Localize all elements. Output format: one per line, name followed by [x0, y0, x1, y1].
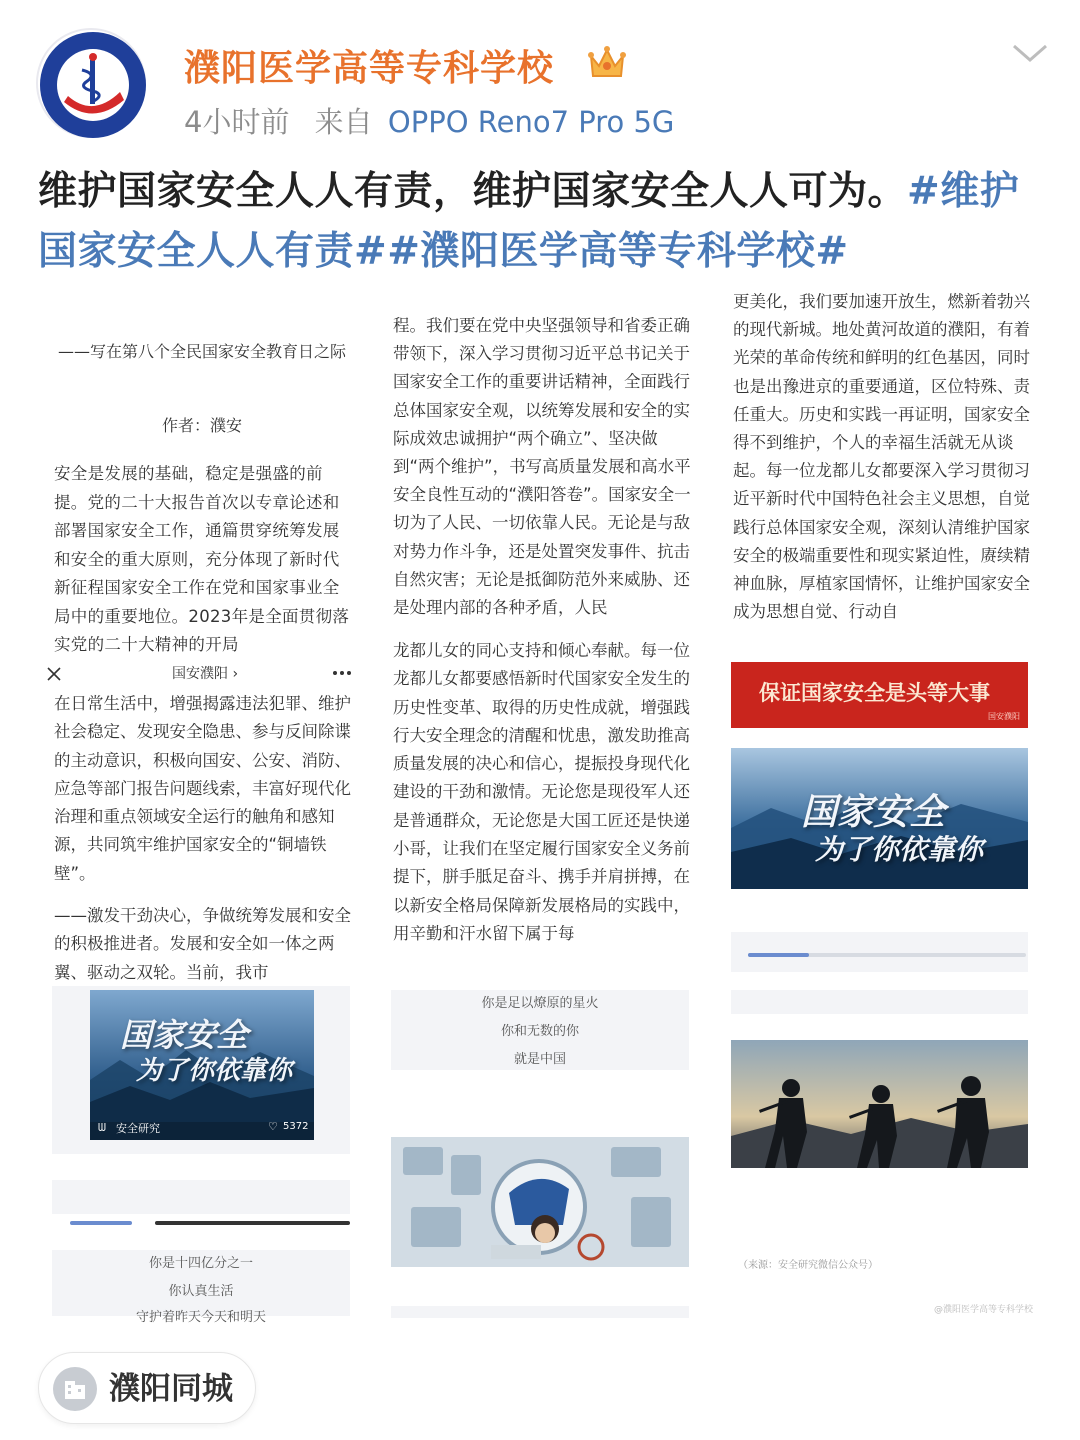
spacer-panel	[731, 990, 1028, 1014]
crown-badge-icon[interactable]	[585, 42, 629, 82]
video-progress-track[interactable]	[155, 1221, 350, 1225]
verse-line: 你是十四亿分之一	[148, 1256, 253, 1271]
post-body: 维护国家安全人人有责，维护国家安全人人可为。	[38, 169, 908, 214]
col1-article-top	[52, 330, 352, 654]
col3-article-top	[731, 292, 1031, 640]
article-paragraph: 更美化，我们要加速开放生，燃新着勃兴的现代新城。地处黄河故道的濮阳，有着光荣的革命传统和鲜明的红色基因，同时也是出豫进京的重要通道，区位特殊、责任重大。历史和实践一再证明，国家安全得不到维护，个人的幸福生活就无从谈起。每一位龙都儿女都要深入学习贯彻习近平新时代中国特色社会主义思想，自觉践行总体国家安全观，深刻认清维护国家安全的极端重要性和现实紧迫性，赓续精神血脉，厚植家国情怀，让维护国家安全成为思想自觉、行动自	[733, 292, 1030, 622]
verse-line: 你和无数的你	[500, 1024, 579, 1039]
article-subtitle: ——写在第八个全民国家安全教育日之际	[58, 342, 347, 361]
col2-article-middle	[391, 641, 691, 975]
post-text	[38, 162, 1048, 282]
article-author: 作者：濮安	[161, 416, 242, 435]
verse-line: 就是中国	[513, 1052, 566, 1067]
article-nav-bar	[40, 657, 360, 691]
scroll-panel	[391, 1306, 689, 1318]
close-icon[interactable]	[46, 666, 62, 682]
heart-icon[interactable]: ♡	[268, 1120, 278, 1133]
soldiers-silhouette-image	[731, 1040, 1028, 1168]
post-time: 4小时前	[184, 105, 290, 139]
banner-text: 保证国家安全是头等大事	[759, 680, 990, 705]
hashtag-college[interactable]: #濮阳医学高等专科学校#	[387, 229, 849, 274]
col2-article-top	[391, 310, 691, 640]
article-paragraph: 安全是发展的基础，稳定是强盛的前提。党的二十大报告首次以专章论述和部署国家安全工作，通篇贯穿统筹发展和安全的重大原则，充分体现了新时代新征程国家安全工作在党和国家事业全局中的重要地位。2023年是全面贯彻落实党的二十大精神的开局	[54, 464, 350, 654]
poster-likes: 5372	[283, 1121, 309, 1132]
account-logo-icon: ᗯ	[98, 1121, 106, 1134]
space-station-photo[interactable]	[391, 1137, 689, 1267]
chevron-down-icon[interactable]	[1008, 40, 1052, 68]
video-progress-fill[interactable]	[70, 1221, 132, 1225]
poster-title: 国家安全	[120, 1016, 249, 1054]
avatar[interactable]	[36, 28, 146, 138]
article-paragraph: 龙都儿女的同心支持和倾心奉献。每一位龙都儿女都要感悟新时代国家安全发生的历史性变革、取得的历史性成就，增强践行大安全理念的清醒和忧患，激发助推高质量发展的决心和信心，提振投身现代化建设的干劲和激情。无论您是现役军人还是普通群众，无论您是大国工匠还是快递小哥，让我们在坚定履行国家安全义务前提下，胼手胝足奋斗、携手并肩拼搏，在以新安全格局保障新发展格局的实践中，用辛勤和汗水留下属于每	[393, 641, 690, 943]
hashtag-national-security[interactable]: #维护国家安全人人有责#	[38, 169, 1020, 274]
article-paragraph: 在日常生活中，增强揭露违法犯罪、维护社会稳定、发现安全隐患、参与反间除谍的主动意识，积极向国安、公安、消防、应急等部门报告问题线索，丰富好现代化治理和重点领域安全运行的触角和感知源，共同筑牢维护国家安全的“铜墙铁壁”。	[54, 694, 351, 883]
username[interactable]: 濮阳医学高等专科学校	[184, 48, 555, 89]
article-paragraph: 程。我们要在党中央坚强领导和省委正确带领下，深入学习贯彻习近平总书记关于国家安全工作的重要讲话精神，全面践行总体国家安全观，以统筹发展和安全的实际成效忠诚拥护“两个确立”、坚决做到“两个维护”，书写高质量发展和高水平安全良性互动的“濮阳答卷”。国家安全一切为了人民、一切依靠人民。无论是与敌对势力作斗争，还是处置突发事件、抗击自然灾害；无论是抵御防范外来威胁、还是处理内部的各种矛盾，人民	[393, 316, 691, 618]
video-progress-panel	[52, 1180, 350, 1214]
verse-line: 你是足以燎原的星火	[481, 996, 599, 1011]
national-security-poster[interactable]	[90, 990, 314, 1140]
soldiers-photo[interactable]	[731, 1040, 1028, 1168]
national-security-poster[interactable]	[731, 748, 1028, 889]
poster-title: 国家安全	[801, 791, 946, 833]
post-meta	[184, 100, 674, 141]
watermark: @濮阳医学高等专科学校	[934, 1305, 1034, 1315]
building-icon	[53, 1367, 97, 1411]
astronaut-image	[391, 1137, 689, 1267]
post-device[interactable]: OPPO Reno7 Pro 5G	[387, 105, 675, 139]
more-icon[interactable]	[332, 669, 352, 677]
video-progress-panel	[731, 932, 1028, 972]
verse-text	[52, 1250, 350, 1325]
red-banner	[731, 662, 1028, 728]
verse-line: 你认真生活	[168, 1284, 234, 1299]
account-nav-title[interactable]: 国安濮阳 ›	[172, 666, 239, 682]
article-source: （来源：安全研究微信公众号）	[738, 1260, 878, 1271]
banner-source: 国安濮阳	[988, 712, 1020, 721]
poster-account: 安全研究	[116, 1122, 160, 1135]
poster-subtitle: 为了你依靠你	[815, 833, 984, 866]
video-progress-fill[interactable]	[748, 953, 809, 957]
college-logo-icon	[38, 30, 148, 140]
poster-subtitle: 为了你依靠你	[136, 1056, 293, 1086]
col1-article-middle	[52, 690, 352, 982]
article-paragraph: ——激发干劲决心，争做统筹发展和安全的积极推进者。发展和安全如一体之两翼、驱动之双轮。当前，我市	[54, 906, 351, 982]
verse-line: 守护着昨天今天和明天	[135, 1310, 266, 1325]
post-from: 来自	[314, 105, 373, 139]
location-tag[interactable]	[38, 1352, 256, 1424]
location-label: 濮阳同城	[109, 1371, 233, 1407]
